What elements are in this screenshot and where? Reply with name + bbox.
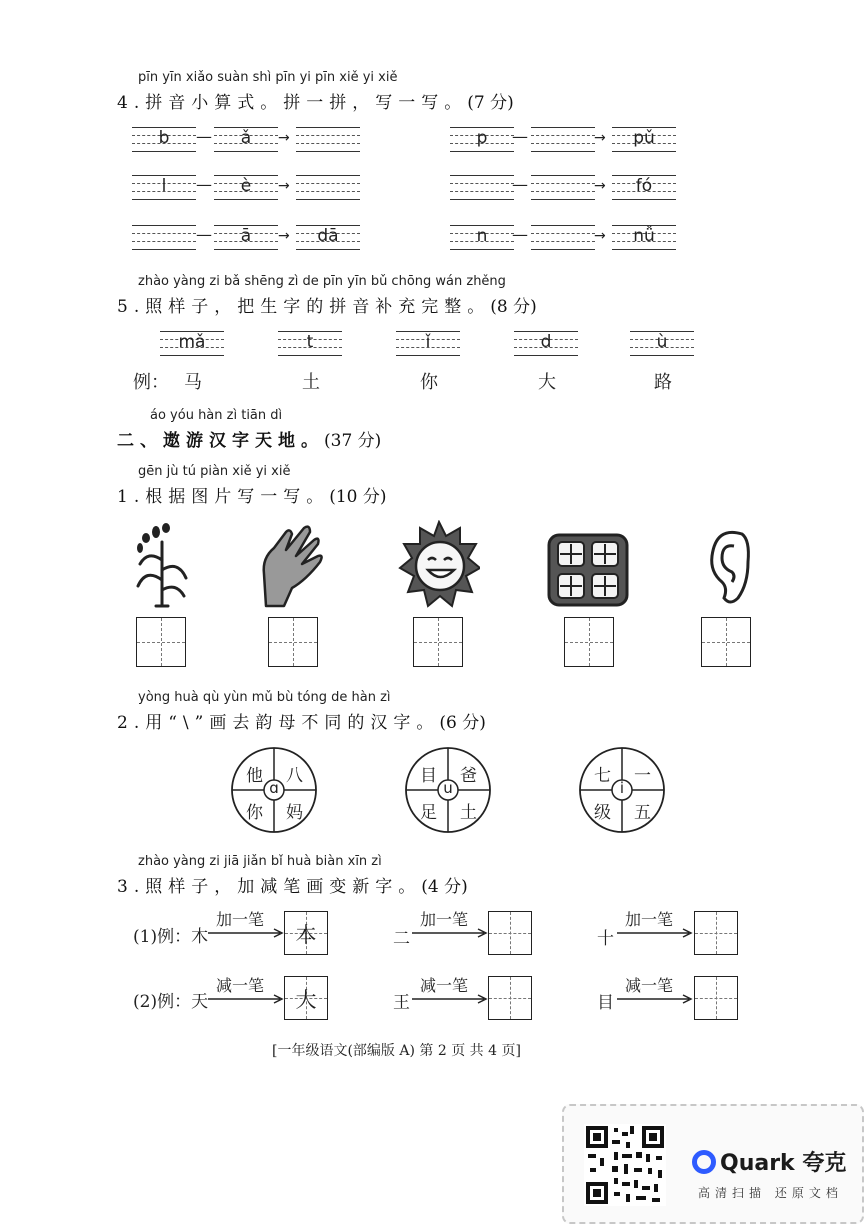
sec2-score: (37 分) bbox=[324, 431, 382, 451]
page-footer: [一年级语文(部编版 A) 第 2 页 共 4 页] bbox=[272, 1043, 521, 1059]
wheel-character[interactable]: 五 bbox=[634, 803, 651, 823]
pinyin-text: mǎ bbox=[178, 332, 206, 352]
quark-slogan: 高清扫描 还原文档 bbox=[698, 1186, 843, 1200]
qr-code-icon bbox=[584, 1124, 666, 1206]
arrow-icon bbox=[617, 928, 693, 938]
sec2-title bbox=[117, 426, 381, 451]
s1-pinyin: gēn jù tú piàn xiě yi xiě bbox=[138, 464, 291, 479]
pinyin-writing-line[interactable] bbox=[214, 124, 278, 154]
hand-icon bbox=[256, 522, 328, 608]
pinyin-writing-line[interactable] bbox=[514, 328, 578, 358]
s2-title-text: 2.用“\”画去韵母不同的汉字。 bbox=[117, 713, 440, 733]
arrow-icon bbox=[617, 994, 693, 1004]
hanzi-character: 土 bbox=[302, 372, 320, 393]
pinyin-writing-line[interactable] bbox=[160, 328, 224, 358]
rice-plant-icon bbox=[126, 520, 196, 608]
field-icon bbox=[546, 532, 630, 608]
pinyin-text: pǔ bbox=[633, 128, 655, 148]
q5-title bbox=[117, 292, 537, 317]
pinyin-writing-line[interactable] bbox=[396, 328, 460, 358]
answer-box bbox=[284, 911, 328, 955]
pinyin-text: d bbox=[540, 332, 552, 352]
pinyin-writing-line[interactable] bbox=[531, 124, 595, 154]
pinyin-text: n bbox=[476, 226, 488, 246]
wheel-character[interactable]: 目 bbox=[420, 766, 437, 786]
pinyin-writing-line[interactable] bbox=[132, 124, 196, 154]
s3-row1-item: 二 bbox=[393, 929, 410, 949]
pinyin-text: b bbox=[158, 128, 170, 148]
pinyin-writing-line[interactable] bbox=[450, 222, 514, 252]
s1-title-text: 1.根据图片写一写。 bbox=[117, 487, 330, 507]
s3-title-text: 3.照样子，加减笔画变新字。 bbox=[117, 877, 422, 897]
wheel-character[interactable]: 七 bbox=[594, 766, 611, 786]
s3-row1-answer: 本 bbox=[295, 923, 317, 947]
arrow-icon bbox=[208, 928, 284, 938]
q4-title-text: 4.拼音小算式。拼一拼，写一写。 bbox=[117, 93, 468, 113]
arrow-icon: → bbox=[594, 228, 606, 244]
pinyin-text: è bbox=[240, 176, 252, 196]
wheel-character[interactable]: 他 bbox=[246, 766, 263, 786]
quark-brand-text: Quark 夸克 bbox=[720, 1151, 847, 1176]
s2-score: (6 分) bbox=[439, 713, 486, 733]
q4-pinyin: pīn yīn xiǎo suàn shì pīn yi pīn xiě yi xiě bbox=[138, 70, 398, 85]
s3-row2-op: 减一笔 bbox=[420, 976, 469, 995]
write-box[interactable] bbox=[268, 617, 318, 667]
pinyin-writing-line[interactable] bbox=[531, 172, 595, 202]
write-box[interactable] bbox=[701, 617, 751, 667]
wheel-character[interactable]: 你 bbox=[246, 803, 263, 823]
arrow-icon bbox=[208, 994, 284, 1004]
s3-score: (4 分) bbox=[421, 877, 468, 897]
s3-row2-answer: 大 bbox=[295, 988, 317, 1012]
write-box[interactable] bbox=[413, 617, 463, 667]
sec2-title-text: 二、遨游汉字天地。 bbox=[117, 431, 324, 451]
s1-score: (10 分) bbox=[329, 487, 387, 507]
s3-row1-label: (1)例：木 bbox=[133, 927, 209, 947]
pinyin-writing-line[interactable] bbox=[132, 222, 196, 252]
dash-icon: — bbox=[512, 127, 528, 146]
pinyin-writing-line[interactable] bbox=[612, 172, 676, 202]
q5-score: (8 分) bbox=[490, 297, 537, 317]
answer-box bbox=[284, 976, 328, 1020]
pinyin-writing-line[interactable] bbox=[450, 172, 514, 202]
write-box[interactable] bbox=[488, 976, 532, 1020]
dash-icon: — bbox=[196, 175, 212, 194]
pinyin-writing-line[interactable] bbox=[296, 124, 360, 154]
s2-title bbox=[117, 708, 486, 733]
s3-row2-op: 减一笔 bbox=[625, 976, 674, 995]
s3-row1-op: 加一笔 bbox=[625, 910, 674, 929]
pinyin-writing-line[interactable] bbox=[214, 222, 278, 252]
wheel-character[interactable]: 八 bbox=[286, 766, 303, 786]
s3-row2-item: 王 bbox=[393, 993, 410, 1013]
pinyin-text: fó bbox=[635, 176, 653, 196]
s3-row2-op: 减一笔 bbox=[216, 976, 265, 995]
q4-score: (7 分) bbox=[467, 93, 514, 113]
wheel-center-vowel: ɑ bbox=[269, 779, 279, 797]
wheel-character[interactable]: 级 bbox=[594, 803, 611, 823]
q4-title bbox=[117, 88, 514, 113]
arrow-icon: → bbox=[278, 228, 290, 244]
write-box[interactable] bbox=[488, 911, 532, 955]
pinyin-writing-line[interactable] bbox=[296, 222, 360, 252]
pinyin-text: nǚ bbox=[633, 226, 655, 246]
pinyin-text: dā bbox=[317, 226, 339, 246]
s3-row2-item: 目 bbox=[597, 993, 614, 1013]
dash-icon: — bbox=[512, 175, 528, 194]
pinyin-text: t bbox=[306, 332, 314, 352]
write-box[interactable] bbox=[136, 617, 186, 667]
wheel-character[interactable]: 一 bbox=[634, 766, 651, 786]
arrow-icon: → bbox=[594, 130, 606, 146]
hanzi-character: 你 bbox=[420, 372, 438, 393]
pinyin-writing-line[interactable] bbox=[450, 124, 514, 154]
wheel-character[interactable]: 足 bbox=[420, 803, 437, 823]
wheel-center-vowel: u bbox=[443, 779, 453, 797]
pinyin-writing-line[interactable] bbox=[612, 222, 676, 252]
s3-row2-label: (2)例：天 bbox=[133, 992, 209, 1012]
arrow-icon bbox=[412, 928, 488, 938]
q5-title-text: 5.照样子，把生字的拼音补充完整。 bbox=[117, 297, 491, 317]
arrow-icon bbox=[412, 994, 488, 1004]
pinyin-writing-line[interactable] bbox=[531, 222, 595, 252]
ear-icon bbox=[704, 526, 754, 606]
dash-icon: — bbox=[512, 225, 528, 244]
write-box[interactable] bbox=[694, 911, 738, 955]
wheel-character[interactable]: 妈 bbox=[286, 803, 303, 823]
quark-brand bbox=[692, 1146, 846, 1177]
hanzi-character: 路 bbox=[654, 372, 672, 393]
sec2-pinyin: áo yóu hàn zì tiān dì bbox=[150, 408, 283, 423]
pinyin-text: l bbox=[161, 176, 167, 196]
dash-icon: — bbox=[196, 225, 212, 244]
pinyin-writing-line[interactable] bbox=[278, 328, 342, 358]
pinyin-writing-line[interactable] bbox=[296, 172, 360, 202]
s3-row1-op: 加一笔 bbox=[216, 910, 265, 929]
write-box[interactable] bbox=[694, 976, 738, 1020]
wheel-character[interactable]: 土 bbox=[460, 803, 477, 823]
pinyin-text: p bbox=[476, 128, 488, 148]
wheel-character[interactable]: 爸 bbox=[460, 766, 477, 786]
arrow-icon: → bbox=[594, 178, 606, 194]
arrow-icon: → bbox=[278, 178, 290, 194]
pinyin-text: ǐ bbox=[425, 332, 431, 352]
dash-icon: — bbox=[196, 127, 212, 146]
write-box[interactable] bbox=[564, 617, 614, 667]
s3-row1-op: 加一笔 bbox=[420, 910, 469, 929]
pinyin-text: ā bbox=[240, 226, 252, 246]
q5-example-label: 例： bbox=[133, 372, 169, 393]
s1-title bbox=[117, 482, 387, 507]
pinyin-writing-line[interactable] bbox=[630, 328, 694, 358]
quark-logo-icon bbox=[692, 1150, 716, 1174]
pinyin-text: ǎ bbox=[240, 128, 252, 148]
s3-row1-item: 十 bbox=[597, 929, 614, 949]
pinyin-text: ù bbox=[656, 332, 668, 352]
sun-icon bbox=[398, 520, 480, 608]
s3-title bbox=[117, 872, 468, 897]
s3-pinyin: zhào yàng zi jiā jiǎn bǐ huà biàn xīn zì bbox=[138, 854, 382, 869]
pinyin-writing-line[interactable] bbox=[214, 172, 278, 202]
hanzi-character: 马 bbox=[184, 372, 202, 393]
q5-pinyin: zhào yàng zi bǎ shēng zì de pīn yīn bǔ chōng wán zhěng bbox=[138, 274, 506, 289]
pinyin-writing-line[interactable] bbox=[132, 172, 196, 202]
s2-pinyin: yòng huà qù yùn mǔ bù tóng de hàn zì bbox=[138, 690, 391, 705]
wheel-center-vowel: i bbox=[619, 779, 625, 797]
quark-watermark bbox=[562, 1104, 864, 1224]
pinyin-writing-line[interactable] bbox=[612, 124, 676, 154]
hanzi-character: 大 bbox=[538, 372, 556, 393]
arrow-icon: → bbox=[278, 130, 290, 146]
